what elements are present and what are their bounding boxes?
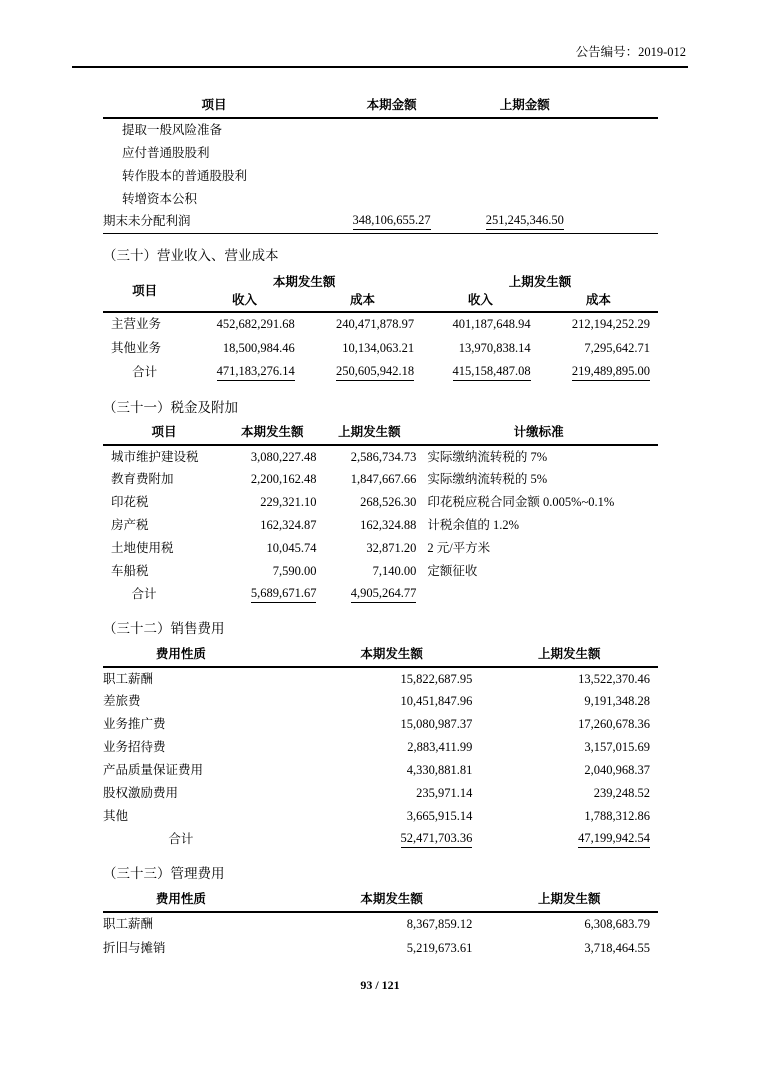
table-header-group-row bbox=[103, 272, 658, 292]
cell-prior bbox=[458, 164, 591, 187]
cell-current: 10,451,847.96 bbox=[400, 694, 473, 708]
underlined-value: 47,199,942.54 bbox=[578, 830, 650, 848]
cell-standard: 实际缴纳流转税的 5% bbox=[427, 472, 548, 486]
table-row bbox=[103, 560, 658, 583]
cell-prior: 2,586,734.73 bbox=[350, 449, 417, 464]
header-rule bbox=[72, 66, 688, 68]
cell-current-income: 18,500,984.46 bbox=[222, 340, 295, 355]
cell-filler bbox=[591, 164, 658, 187]
cell-filler bbox=[591, 141, 658, 164]
table-row bbox=[103, 468, 658, 491]
table-row-total bbox=[103, 828, 658, 851]
cell-item: 房产税 bbox=[111, 518, 149, 532]
table-row bbox=[103, 805, 658, 828]
cell-prior-income: 13,970,838.14 bbox=[458, 340, 531, 355]
underlined-value: 471,183,276.14 bbox=[217, 363, 295, 381]
cell-current: 10,045.74 bbox=[266, 541, 317, 555]
cell-prior: 13,522,370.46 bbox=[578, 671, 650, 686]
col-header-current: 本期金额 bbox=[325, 89, 458, 118]
cell-current: 3,080,227.48 bbox=[250, 449, 317, 464]
col-header-cost: 成本 bbox=[539, 292, 658, 312]
cell-prior: 3,157,015.69 bbox=[584, 740, 650, 754]
cell-item: 折旧与摊销 bbox=[103, 940, 166, 955]
section-title-33: （三十三）管理费用 bbox=[103, 865, 225, 881]
cell-item: 业务招待费 bbox=[103, 740, 166, 754]
cell-current bbox=[303, 828, 481, 851]
col-header-current: 本期发生额 bbox=[303, 889, 481, 912]
admin-expenses-table bbox=[103, 889, 658, 960]
table-header-row bbox=[103, 644, 658, 667]
cell-prior: 239,248.52 bbox=[593, 786, 650, 800]
cell-item: 产品质量保证费用 bbox=[103, 763, 204, 777]
col-header-item: 项目 bbox=[103, 272, 186, 312]
col-header-prior: 上期发生额 bbox=[319, 423, 419, 445]
cell-current bbox=[325, 164, 458, 187]
col-header-prior: 上期金额 bbox=[458, 89, 591, 118]
cell-filler bbox=[591, 187, 658, 210]
cell-prior bbox=[458, 187, 591, 210]
cell-current: 229,321.10 bbox=[260, 495, 317, 509]
cell-filler bbox=[591, 118, 658, 141]
page-content bbox=[103, 89, 658, 993]
cell-current-cost: 10,134,063.21 bbox=[342, 340, 415, 355]
cell-item: 差旅费 bbox=[103, 694, 141, 708]
taxes-surcharges-table bbox=[103, 423, 658, 606]
cell-item: 期末未分配利润 bbox=[103, 214, 191, 229]
cell-current: 3,665,915.14 bbox=[406, 809, 473, 823]
cell-current: 7,590.00 bbox=[272, 564, 317, 578]
cell-item: 转增资本公积 bbox=[122, 191, 198, 206]
announcement-number: 公告编号：2019-012 bbox=[575, 45, 686, 59]
cell-prior: 17,260,678.36 bbox=[578, 717, 650, 731]
underlined-value: 52,471,703.36 bbox=[401, 830, 473, 848]
cell-current-cost: 240,471,878.97 bbox=[335, 317, 415, 331]
cell-item: 主营业务 bbox=[111, 317, 162, 331]
col-header-cost: 成本 bbox=[303, 292, 422, 312]
table-row bbox=[103, 141, 658, 164]
cell-item: 其他业务 bbox=[111, 340, 162, 355]
cell-prior: 162,324.88 bbox=[360, 518, 417, 532]
cell-standard: 印花税应税合同金额 0.005%~0.1% bbox=[427, 495, 615, 509]
col-header-filler bbox=[591, 89, 658, 118]
table-row bbox=[103, 782, 658, 805]
cell-prior: 3,718,464.55 bbox=[584, 940, 650, 955]
col-header-item: 项目 bbox=[103, 89, 325, 118]
table-header-row bbox=[103, 89, 658, 118]
table-row bbox=[103, 118, 658, 141]
cell-standard: 计税余值的 1.2% bbox=[427, 518, 519, 532]
cell-current: 235,971.14 bbox=[416, 786, 473, 800]
table-row bbox=[103, 759, 658, 782]
cell-prior-income: 401,187,648.94 bbox=[452, 317, 531, 331]
col-header-standard: 计缴标准 bbox=[419, 423, 658, 445]
cell-item: 印花税 bbox=[111, 495, 149, 509]
underlined-value: 219,489,895.00 bbox=[572, 363, 650, 381]
table-header-sub-row bbox=[103, 292, 658, 312]
cell-current bbox=[325, 210, 458, 233]
cell-current: 4,330,881.81 bbox=[406, 763, 473, 777]
cell-current: 162,324.87 bbox=[260, 518, 317, 532]
cell-standard: 定额征收 bbox=[427, 564, 478, 578]
col-header-prior: 上期发生额 bbox=[480, 644, 658, 667]
cell-filler bbox=[591, 210, 658, 233]
cell-prior-cost: 212,194,252.29 bbox=[571, 317, 650, 331]
cell-current bbox=[225, 583, 319, 606]
cell-prior: 9,191,348.28 bbox=[584, 694, 650, 708]
col-header-current: 本期发生额 bbox=[225, 423, 319, 445]
cell-item: 城市维护建设税 bbox=[111, 449, 199, 464]
section-title-32: （三十二）销售费用 bbox=[103, 620, 225, 636]
cell-current: 2,200,162.48 bbox=[250, 472, 317, 486]
col-header-current: 本期发生额 bbox=[303, 644, 481, 667]
underlined-value: 5,689,671.67 bbox=[251, 585, 317, 603]
table-row bbox=[103, 336, 658, 360]
table-row bbox=[103, 936, 658, 960]
table-row bbox=[103, 736, 658, 759]
underlined-value: 348,106,655.27 bbox=[353, 212, 431, 230]
cell-current bbox=[325, 141, 458, 164]
cell-prior bbox=[480, 828, 658, 851]
cell-prior: 32,871.20 bbox=[366, 541, 417, 555]
cell-prior bbox=[319, 583, 419, 606]
cell-item: 转作股本的普通股股利 bbox=[122, 168, 248, 183]
table-row-total bbox=[103, 210, 658, 233]
col-header-group-prior: 上期发生额 bbox=[508, 274, 572, 289]
cell-current: 15,080,987.37 bbox=[400, 717, 473, 731]
table-row-total bbox=[103, 583, 658, 606]
cell-item: 土地使用税 bbox=[111, 541, 174, 555]
cell-prior: 2,040,968.37 bbox=[584, 763, 650, 777]
cell-item: 合计 bbox=[168, 832, 194, 846]
cell-prior bbox=[458, 210, 591, 233]
cell-prior: 6,308,683.79 bbox=[584, 917, 650, 931]
cell-item: 职工薪酬 bbox=[103, 917, 154, 931]
underlined-value: 250,605,942.18 bbox=[336, 363, 414, 381]
table-row-total bbox=[103, 360, 658, 384]
cell-prior-cost bbox=[539, 360, 658, 384]
cell-current-income bbox=[186, 360, 303, 384]
cell-standard: 2 元/平方米 bbox=[427, 541, 491, 555]
col-header-item: 费用性质 bbox=[103, 889, 303, 912]
cell-current: 15,822,687.95 bbox=[400, 671, 473, 686]
table-header-row bbox=[103, 423, 658, 445]
underlined-value: 4,905,264.77 bbox=[351, 585, 417, 603]
selling-expenses-table bbox=[103, 644, 658, 851]
cell-current-income: 452,682,291.68 bbox=[216, 317, 295, 331]
table-row bbox=[103, 667, 658, 690]
underlined-value: 251,245,346.50 bbox=[486, 212, 564, 230]
table-row bbox=[103, 514, 658, 537]
page-number: 93 / 121 bbox=[360, 977, 400, 992]
cell-current: 2,883,411.99 bbox=[407, 740, 473, 754]
cell-current-cost bbox=[303, 360, 422, 384]
table-row bbox=[103, 912, 658, 936]
underlined-value: 415,158,487.08 bbox=[453, 363, 531, 381]
cell-prior: 1,788,312.86 bbox=[584, 809, 650, 823]
section-title-30: （三十）营业收入、营业成本 bbox=[103, 247, 279, 263]
cell-prior: 7,140.00 bbox=[372, 564, 417, 578]
table-header-row bbox=[103, 889, 658, 912]
cell-prior bbox=[458, 118, 591, 141]
revenue-cost-table bbox=[103, 272, 658, 384]
table-row bbox=[103, 312, 658, 336]
cell-item: 教育费附加 bbox=[111, 472, 174, 486]
cell-standard: 实际缴纳流转税的 7% bbox=[427, 449, 548, 464]
cell-standard bbox=[419, 583, 658, 606]
table-row bbox=[103, 713, 658, 736]
cell-item: 职工薪酬 bbox=[103, 671, 154, 686]
cell-item: 提取一般风险准备 bbox=[122, 123, 223, 137]
cell-prior: 1,847,667.66 bbox=[350, 472, 417, 486]
table-row bbox=[103, 491, 658, 514]
cell-prior-income bbox=[422, 360, 539, 384]
cell-item: 业务推广费 bbox=[103, 717, 166, 731]
col-header-item: 费用性质 bbox=[103, 644, 303, 667]
table-row bbox=[103, 164, 658, 187]
cell-item: 合计 bbox=[132, 364, 158, 379]
cell-item: 车船税 bbox=[111, 564, 149, 578]
section-title-31: （三十一）税金及附加 bbox=[103, 399, 238, 415]
cell-item: 其他 bbox=[103, 809, 129, 823]
col-header-group-current: 本期发生额 bbox=[272, 274, 336, 289]
table-row bbox=[103, 445, 658, 468]
col-header-item: 项目 bbox=[103, 423, 225, 445]
cell-current bbox=[325, 187, 458, 210]
col-header-prior: 上期发生额 bbox=[480, 889, 658, 912]
cell-current: 5,219,673.61 bbox=[406, 940, 473, 955]
table-row bbox=[103, 187, 658, 210]
cell-prior: 268,526.30 bbox=[360, 495, 417, 509]
col-header-income: 收入 bbox=[422, 292, 539, 312]
table-row bbox=[103, 537, 658, 560]
cell-prior bbox=[458, 141, 591, 164]
col-header-income: 收入 bbox=[186, 292, 303, 312]
table-row bbox=[103, 690, 658, 713]
cell-item: 合计 bbox=[131, 587, 157, 601]
cell-current bbox=[325, 118, 458, 141]
cell-current: 8,367,859.12 bbox=[406, 917, 473, 931]
cell-item: 股权激励费用 bbox=[103, 786, 179, 800]
cell-prior-cost: 7,295,642.71 bbox=[584, 340, 650, 355]
cell-item: 应付普通股股利 bbox=[122, 145, 210, 160]
retained-earnings-table bbox=[103, 89, 658, 234]
